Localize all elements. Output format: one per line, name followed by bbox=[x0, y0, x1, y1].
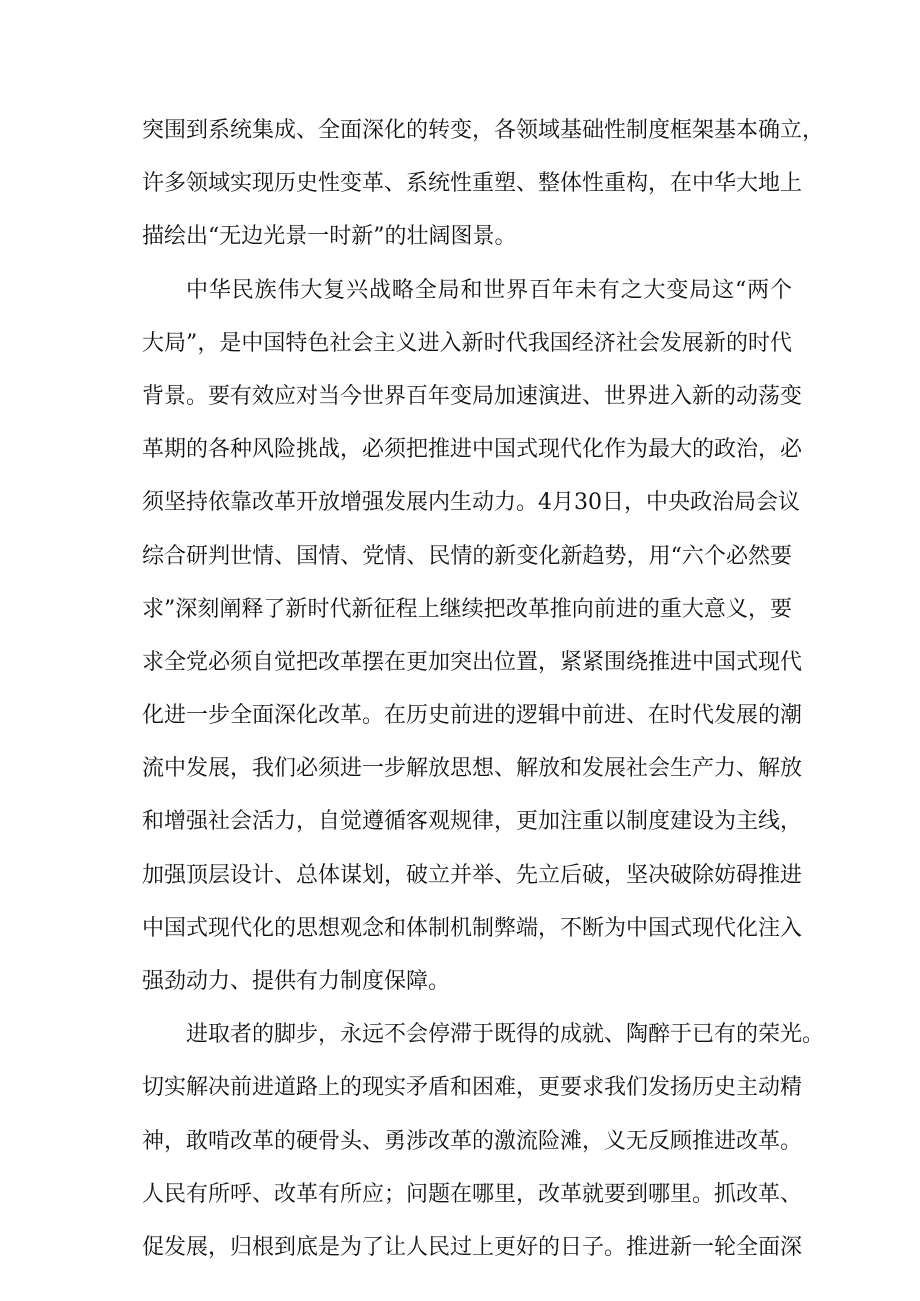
text-line: 加强顶层设计、总体谋划，破立并举、先立后破，坚决破除妨碍推进 bbox=[142, 862, 803, 888]
text-line: 许多领域实现历史性变革、系统性重塑、整体性重构，在中华大地上 bbox=[142, 171, 803, 197]
text-line-indent: 中华民族伟大复兴战略全局和世界百年未有之大变局这“两个 bbox=[186, 277, 792, 303]
text-line: 中国式现代化的思想观念和体制机制弊端，不断为中国式现代化注入 bbox=[142, 915, 803, 941]
text-line: 流中发展，我们必须进一步解放思想、解放和发展社会生产力、解放 bbox=[142, 756, 803, 782]
text-line: 切实解决前进道路上的现实矛盾和困难，更要求我们发扬历史主动精 bbox=[142, 1075, 803, 1101]
document-body bbox=[142, 104, 825, 1274]
paragraph-1 bbox=[142, 104, 825, 264]
text-line: 突围到系统集成、全面深化的转变，各领域基础性制度框架基本确立， bbox=[142, 118, 825, 143]
text-line: 求”深刻阐释了新时代新征程上继续把改革推向前进的重大意义，要 bbox=[142, 596, 792, 622]
text-line: 综合研判世情、国情、党情、民情的新变化新趋势，用“六个必然要 bbox=[142, 543, 792, 569]
text-line: 化进一步全面深化改革。在历史前进的逻辑中前进、在时代发展的潮 bbox=[142, 703, 803, 729]
paragraph-2 bbox=[142, 264, 803, 1009]
text-line: 背景。要有效应对当今世界百年变局加速演进、世界进入新的动荡变 bbox=[142, 383, 803, 409]
text-line: 革期的各种风险挑战，必须把推进中国式现代化作为最大的政治，必 bbox=[142, 437, 803, 463]
text-line-indent: 进取者的脚步，永远不会停滞于既得的成就、陶醉于已有的荣光。 bbox=[186, 1022, 825, 1048]
text-line: 须坚持依靠改革开放增强发展内生动力。4月30日，中央政治局会议 bbox=[142, 490, 800, 516]
text-line: 和增强社会活力，自觉遵循客观规律，更加注重以制度建设为主线， bbox=[142, 809, 803, 835]
text-line: 促发展，归根到底是为了让人民过上更好的日子。推进新一轮全面深 bbox=[142, 1234, 803, 1260]
text-line: 神，敢啃改革的硬骨头、勇涉改革的激流险滩，义无反顾推进改革。 bbox=[142, 1128, 803, 1154]
text-line: 描绘出“无边光景一时新”的壮阔图景。 bbox=[142, 224, 517, 250]
text-line: 强劲动力、提供有力制度保障。 bbox=[142, 969, 451, 994]
text-line: 人民有所呼、改革有所应；问题在哪里，改革就要到哪里。抓改革、 bbox=[142, 1181, 803, 1207]
text-line: 大局”，是中国特色社会主义进入新时代我国经济社会发展新的时代 bbox=[142, 330, 792, 356]
paragraph-3 bbox=[142, 1008, 825, 1274]
text-line: 求全党必须自觉把改革摆在更加突出位置，紧紧围绕推进中国式现代 bbox=[142, 649, 803, 675]
